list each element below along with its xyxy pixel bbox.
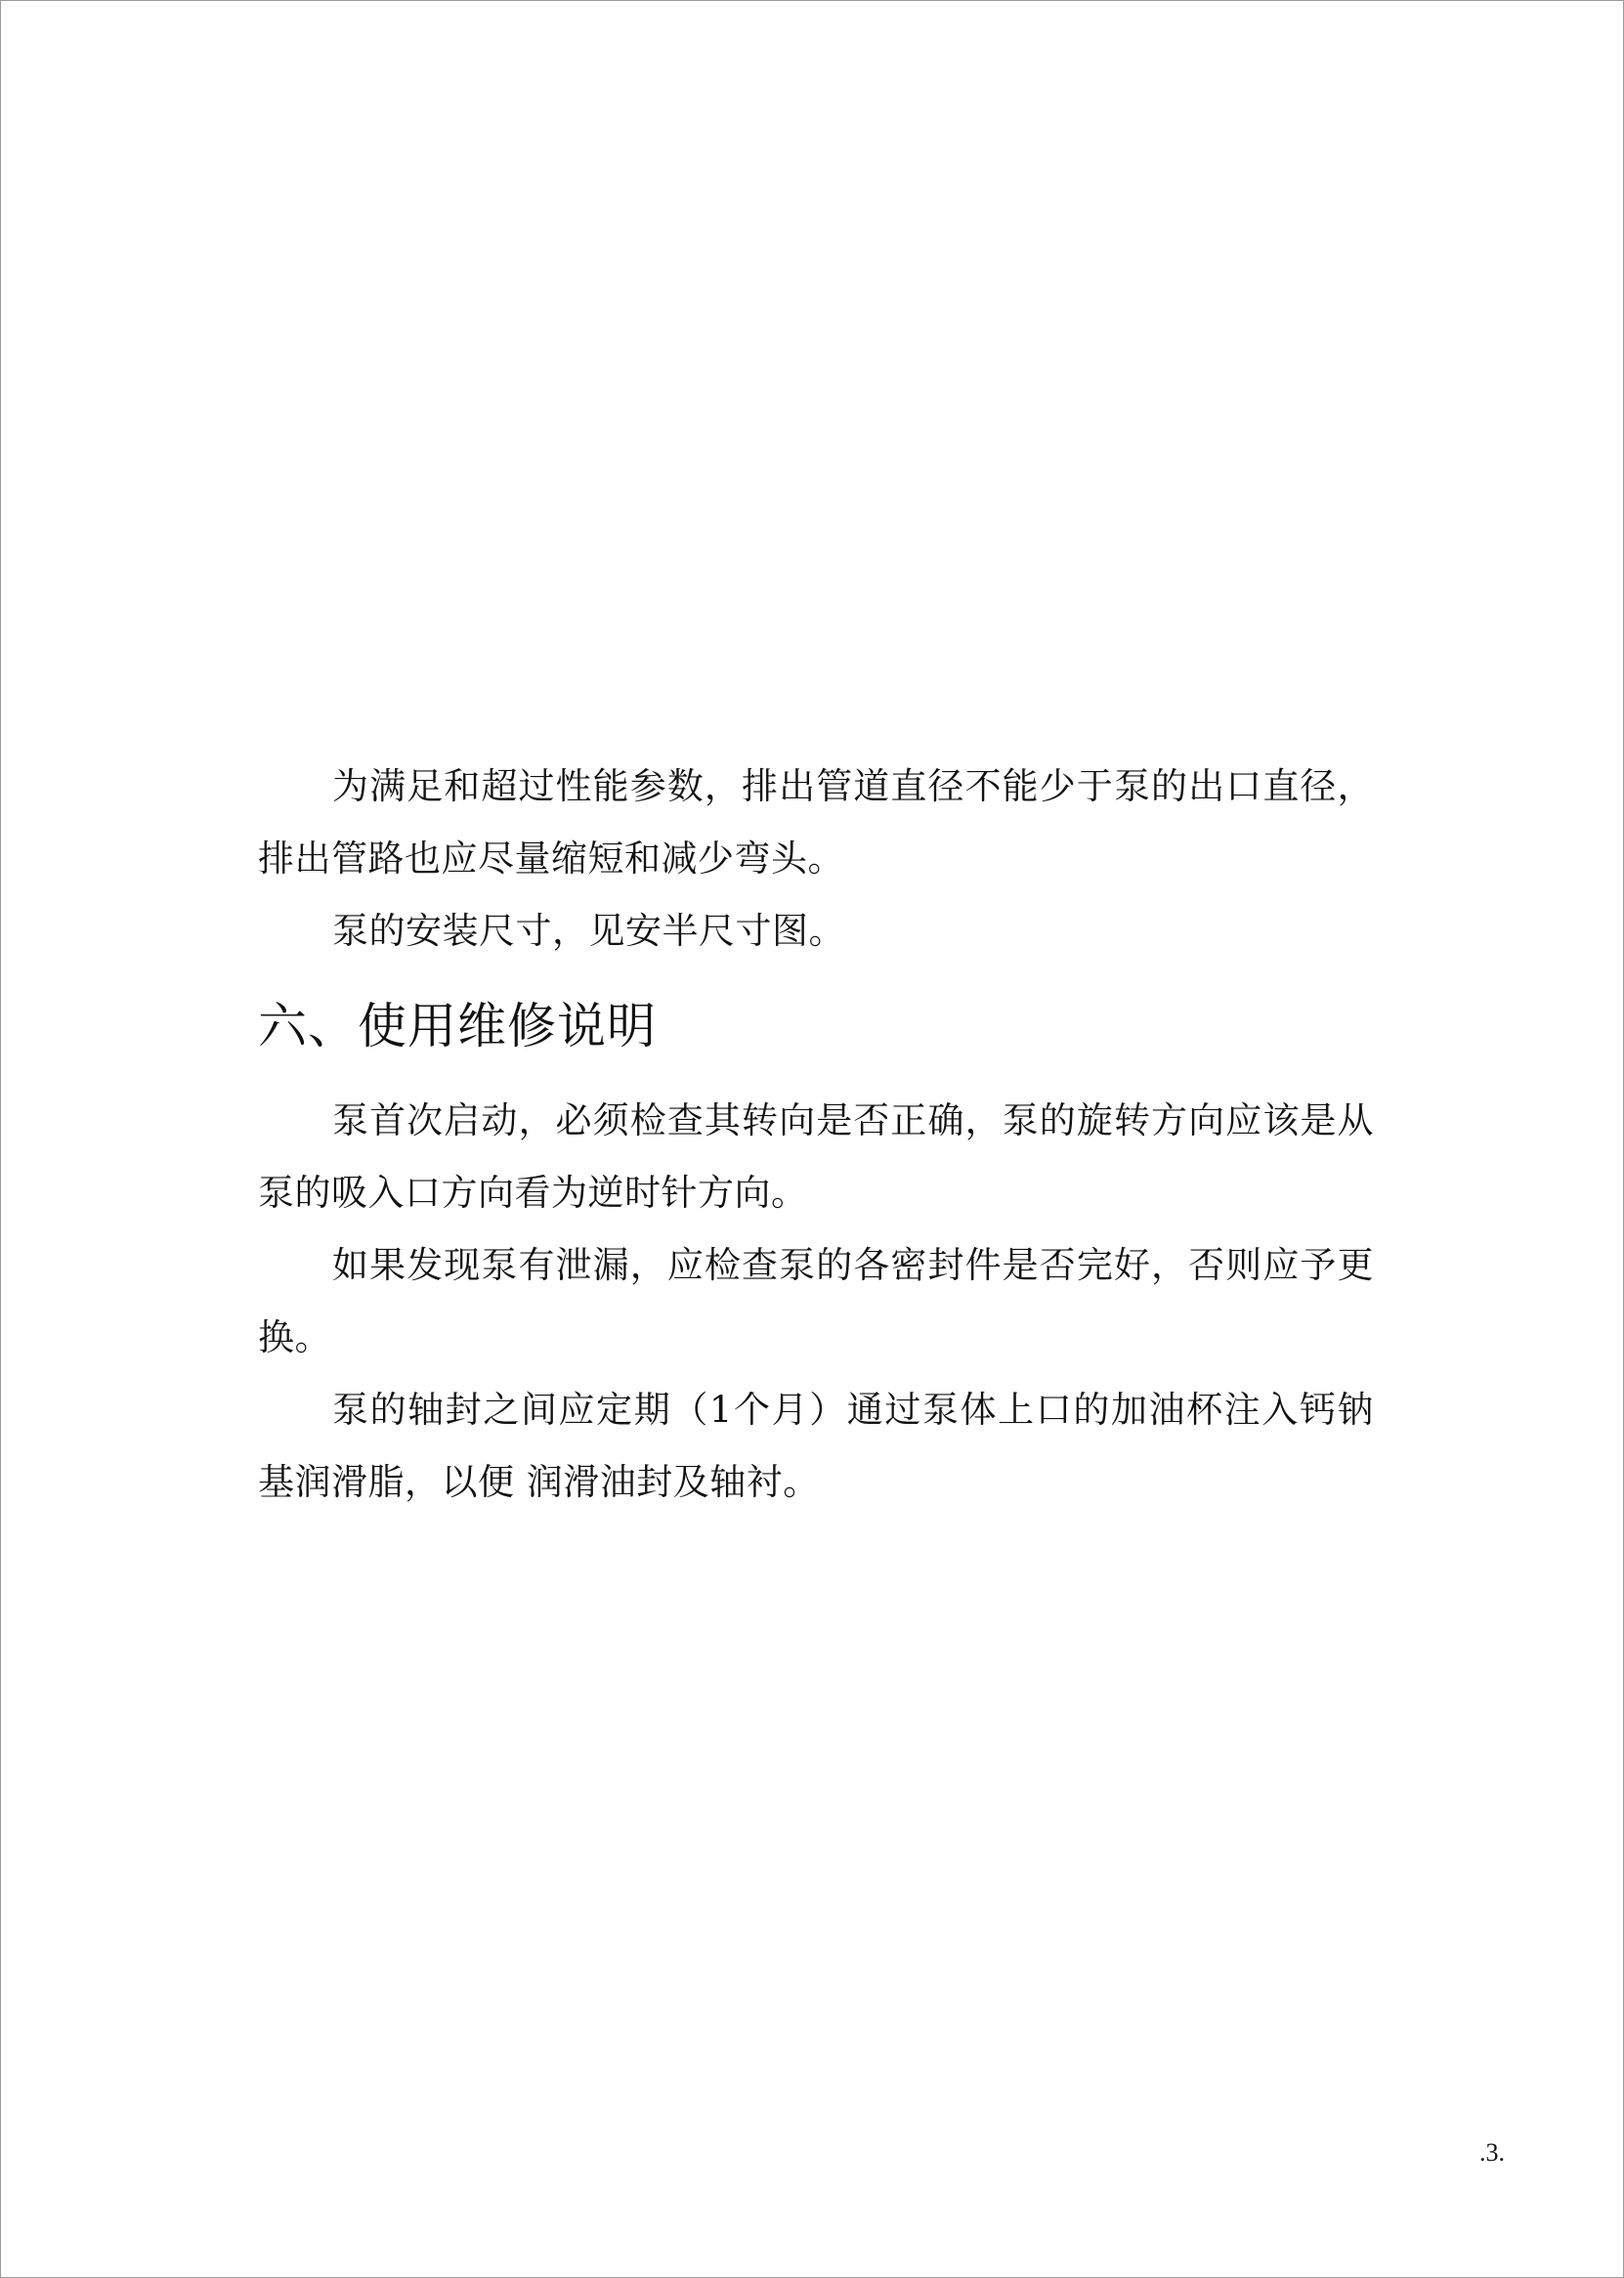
- paragraph-lubrication: 泵的轴封之间应定期（1个月）通过泵体上口的加油杯注入钙钠基润滑脂，以便 润滑油封及轴衬。: [258, 1389, 1374, 1503]
- paragraph-pipe-diameter: 为满足和超过性能参数，排出管道直径不能少于泵的出口直径，排出管路也应尽量缩短和减少弯头。: [258, 765, 1374, 880]
- paragraph-first-start: 泵首次启动，必须检查其转向是否正确，泵的旋转方向应该是从泵的吸入口方向看为逆时针方向。: [258, 1099, 1374, 1214]
- document-body: [258, 751, 1374, 1519]
- section-heading: 六、使用维修说明: [258, 998, 657, 1054]
- paragraph-leak-check: 如果发现泵有泄漏，应检查泵的各密封件是否完好，否则应予更换。: [258, 1244, 1374, 1358]
- paragraph-install-dimensions: 泵的安装尺寸，见安半尺寸图。: [332, 910, 845, 952]
- page-number: .3.: [1479, 2138, 1505, 2167]
